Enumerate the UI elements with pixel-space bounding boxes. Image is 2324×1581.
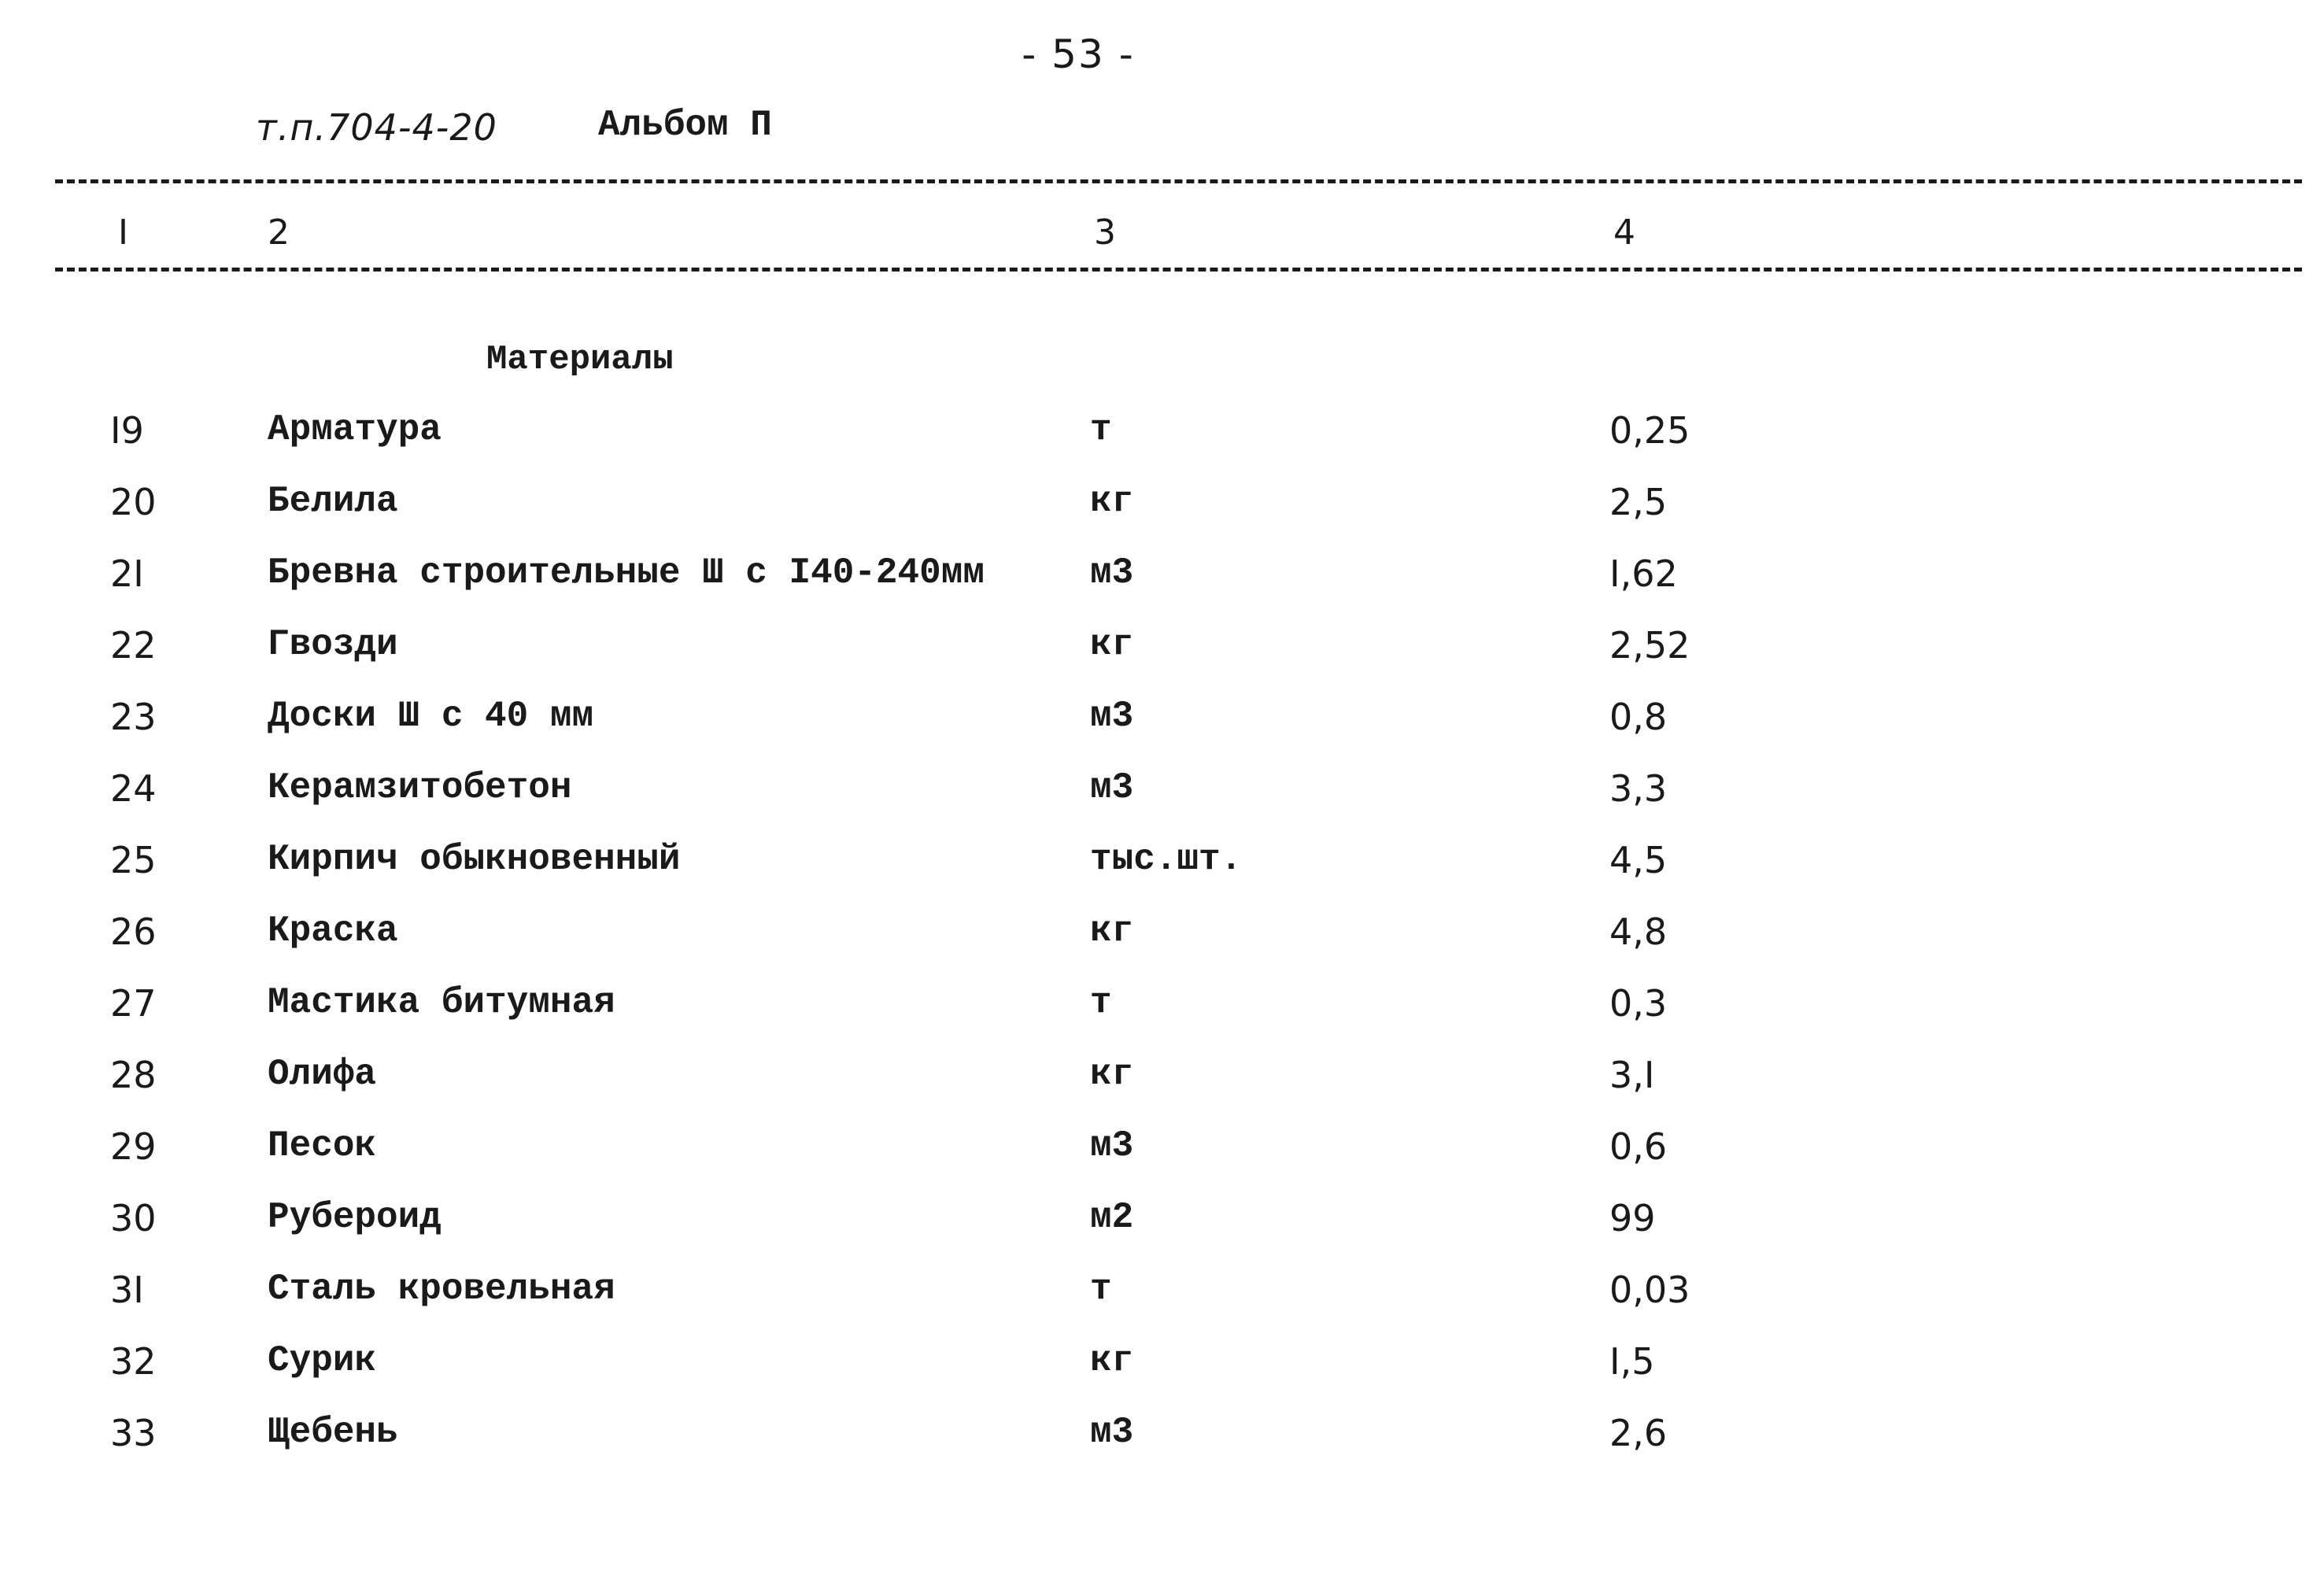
unit-of-measure: т (1090, 982, 1112, 1023)
table-row (0, 696, 2324, 759)
album-label: Альбом П (598, 105, 772, 146)
table-top-rule (55, 179, 2302, 183)
quantity: 3,3 (1609, 767, 1668, 810)
material-name: Бревна строительные Ш с I40-240мм (268, 552, 985, 593)
table-row (0, 1269, 2324, 1332)
unit-of-measure: м3 (1090, 552, 1134, 593)
row-number: 33 (110, 1412, 157, 1454)
row-number: 2I (110, 552, 144, 595)
unit-of-measure: т (1090, 1269, 1112, 1309)
table-header-rule (55, 268, 2302, 272)
table-row (0, 982, 2324, 1045)
material-name: Керамзитобетон (268, 767, 572, 808)
table-row (0, 1125, 2324, 1188)
material-name: Доски Ш с 40 мм (268, 696, 594, 737)
quantity: I,5 (1609, 1340, 1655, 1383)
row-number: 24 (110, 767, 157, 810)
quantity: 0,3 (1609, 982, 1668, 1025)
unit-of-measure: м2 (1090, 1197, 1134, 1238)
material-name: Гвозди (268, 624, 398, 665)
quantity: 99 (1609, 1197, 1656, 1239)
unit-of-measure: м3 (1090, 1125, 1134, 1166)
row-number: 20 (110, 481, 157, 523)
quantity: 2,5 (1609, 481, 1668, 523)
column-header-2: 2 (268, 212, 290, 253)
row-number: 3I (110, 1269, 144, 1311)
row-number: 26 (110, 911, 157, 953)
row-number: 23 (110, 696, 157, 738)
unit-of-measure: кг (1090, 1340, 1134, 1381)
row-number: 29 (110, 1125, 157, 1168)
material-name: Арматура (268, 409, 442, 450)
table-row (0, 1054, 2324, 1117)
material-name: Олифа (268, 1054, 377, 1095)
material-name: Сталь кровельная (268, 1269, 615, 1309)
page-number: - 53 - (1022, 31, 1135, 77)
quantity: 0,8 (1609, 696, 1668, 738)
table-row (0, 1412, 2324, 1475)
quantity: 4,8 (1609, 911, 1668, 953)
material-name: Белила (268, 481, 398, 522)
unit-of-measure: м3 (1090, 696, 1134, 737)
table-row (0, 767, 2324, 830)
quantity: 2,52 (1609, 624, 1690, 667)
row-number: 28 (110, 1054, 157, 1096)
row-number: 22 (110, 624, 157, 667)
table-row (0, 911, 2324, 973)
quantity: 0,6 (1609, 1125, 1668, 1168)
row-number: 25 (110, 839, 157, 881)
material-name: Сурик (268, 1340, 377, 1381)
table-row (0, 839, 2324, 902)
material-name: Кирпич обыкновенный (268, 839, 681, 880)
quantity: 3,I (1609, 1054, 1655, 1096)
material-name: Краска (268, 911, 398, 951)
material-name: Мастика битумная (268, 982, 615, 1023)
row-number: I9 (110, 409, 144, 452)
table-row (0, 1340, 2324, 1403)
column-header-3: 3 (1094, 212, 1116, 253)
quantity: I,62 (1609, 552, 1678, 595)
table-row (0, 481, 2324, 544)
table-row (0, 552, 2324, 615)
table-row (0, 624, 2324, 687)
unit-of-measure: кг (1090, 911, 1134, 951)
material-name: Рубероид (268, 1197, 442, 1238)
row-number: 30 (110, 1197, 157, 1239)
table-row (0, 409, 2324, 472)
unit-of-measure: тыс.шт. (1090, 839, 1243, 880)
unit-of-measure: кг (1090, 481, 1134, 522)
column-header-1: I (118, 212, 128, 253)
row-number: 32 (110, 1340, 157, 1383)
unit-of-measure: кг (1090, 1054, 1134, 1095)
quantity: 4,5 (1609, 839, 1668, 881)
unit-of-measure: кг (1090, 624, 1134, 665)
material-name: Песок (268, 1125, 377, 1166)
row-number: 27 (110, 982, 157, 1025)
material-name: Щебень (268, 1412, 398, 1453)
document-reference: т.п.704-4-20 (256, 106, 497, 149)
column-header-4: 4 (1613, 212, 1635, 253)
unit-of-measure: т (1090, 409, 1112, 450)
quantity: 0,03 (1609, 1269, 1690, 1311)
section-title: Материалы (486, 340, 674, 379)
unit-of-measure: м3 (1090, 767, 1134, 808)
quantity: 2,6 (1609, 1412, 1668, 1454)
table-row (0, 1197, 2324, 1260)
quantity: 0,25 (1609, 409, 1690, 452)
unit-of-measure: м3 (1090, 1412, 1134, 1453)
